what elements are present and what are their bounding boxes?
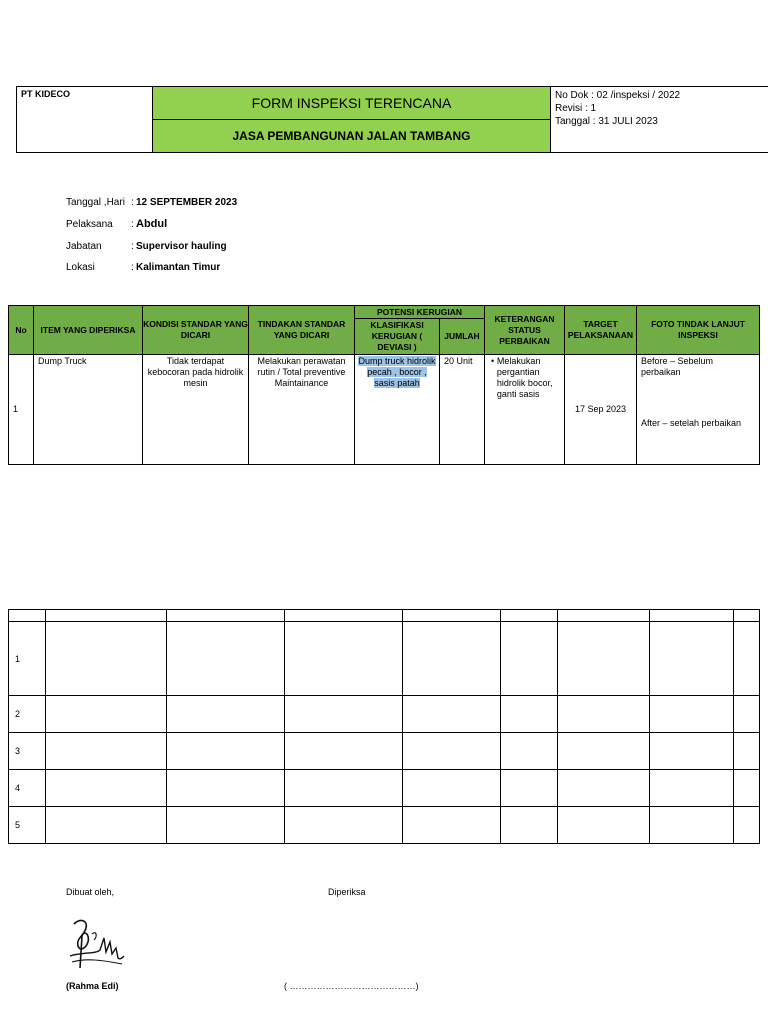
diperiksa-label: Diperiksa	[328, 887, 366, 897]
examiner-blank: ( ……………………………………)	[284, 981, 419, 991]
doc-number: No Dok : 02 /inspeksi / 2022	[555, 90, 681, 101]
table-row	[9, 807, 760, 844]
row-target: 17 Sep 2023	[565, 355, 637, 465]
info-value-pelaksana: Abdul	[136, 218, 168, 230]
empty-cell	[558, 610, 650, 622]
table-row	[9, 696, 760, 733]
empty-cell	[403, 610, 501, 622]
info-colon: :	[131, 241, 134, 252]
empty-row-no: 2	[9, 696, 46, 733]
info-label-tanggal: Tanggal ,Hari	[66, 197, 125, 208]
empty-cell	[650, 610, 734, 622]
empty-cell	[9, 610, 46, 622]
info-colon: :	[131, 219, 134, 230]
empty-row-no: 3	[9, 733, 46, 770]
form-subtitle: JASA PEMBANGUNAN JALAN TAMBANG	[153, 120, 551, 153]
row-keterangan: Melakukan pergantian hidrolik bocor, ganti sasis	[496, 356, 553, 399]
row-klasifikasi-cell	[355, 355, 440, 465]
empty-cell	[734, 610, 760, 622]
header-klasifikasi: KLASIFIKASI KERUGIAN ( DEVIASI )	[355, 319, 440, 355]
dibuat-oleh-label: Dibuat oleh,	[66, 887, 115, 897]
row-item: Dump Truck	[34, 355, 143, 465]
inspection-table	[8, 305, 760, 465]
table-row	[9, 733, 760, 770]
info-value-lokasi: Kalimantan Timur	[136, 262, 221, 273]
doc-revision: Revisi : 1	[555, 103, 597, 114]
row-tindakan: Melakukan perawatan rutin / Total preventive Maintainance	[249, 355, 355, 465]
info-colon: :	[131, 197, 134, 208]
header-no: No	[9, 306, 34, 355]
row-keterangan-cell	[485, 355, 565, 465]
empty-cell	[285, 610, 403, 622]
header-keterangan: KETERANGAN STATUS PERBAIKAN	[485, 306, 565, 355]
info-value-tanggal: 12 SEPTEMBER 2023	[136, 197, 238, 208]
table-row	[9, 355, 760, 465]
table-row	[9, 622, 760, 696]
company-name: PT KIDECO	[17, 87, 153, 153]
row-foto-cell	[637, 355, 760, 465]
header-kondisi: KONDISI STANDAR YANG DICARI	[143, 306, 249, 355]
row-jumlah: 20 Unit	[440, 355, 485, 465]
row-no: 1	[9, 355, 34, 465]
signature-image	[66, 912, 126, 974]
doc-info	[551, 87, 768, 153]
info-label-pelaksana: Pelaksana	[66, 219, 113, 230]
table-row	[9, 770, 760, 807]
doc-date: Tanggal : 31 JULI 2023	[555, 116, 658, 127]
header-jumlah: JUMLAH	[440, 319, 485, 355]
row-kondisi: Tidak terdapat kebocoran pada hidrolik mesin	[143, 355, 249, 465]
empty-row-no: 1	[9, 622, 46, 696]
foto-after: After – setelah perbaikan	[641, 418, 742, 428]
header-potensi: POTENSI KERUGIAN	[355, 306, 485, 319]
foto-before: Before – Sebelum perbaikan	[641, 356, 714, 377]
info-label-lokasi: Lokasi	[66, 262, 95, 273]
empty-cell	[46, 610, 167, 622]
signer-name: (Rahma Edi)	[66, 981, 119, 991]
info-value-jabatan: Supervisor hauling	[136, 241, 227, 252]
empty-cell	[167, 610, 285, 622]
bullet-icon: •	[491, 356, 495, 366]
form-header	[16, 86, 768, 153]
header-target: TARGET PELAKSANAAN	[565, 306, 637, 355]
header-tindakan: TINDAKAN STANDAR YANG DICARI	[249, 306, 355, 355]
empty-row-no: 4	[9, 770, 46, 807]
header-foto: FOTO TINDAK LANJUT INSPEKSI	[637, 306, 760, 355]
form-title: FORM INSPEKSI TERENCANA	[153, 87, 551, 120]
header-item: ITEM YANG DIPERIKSA	[34, 306, 143, 355]
empty-cell	[501, 610, 558, 622]
info-label-jabatan: Jabatan	[66, 241, 102, 252]
keterangan-bullet-item	[491, 356, 560, 400]
empty-table	[8, 609, 760, 844]
empty-row-no: 5	[9, 807, 46, 844]
info-colon: :	[131, 262, 134, 273]
row-klasifikasi: Dump truck hidrolik pecah , bocor , sasis patah	[358, 356, 436, 388]
